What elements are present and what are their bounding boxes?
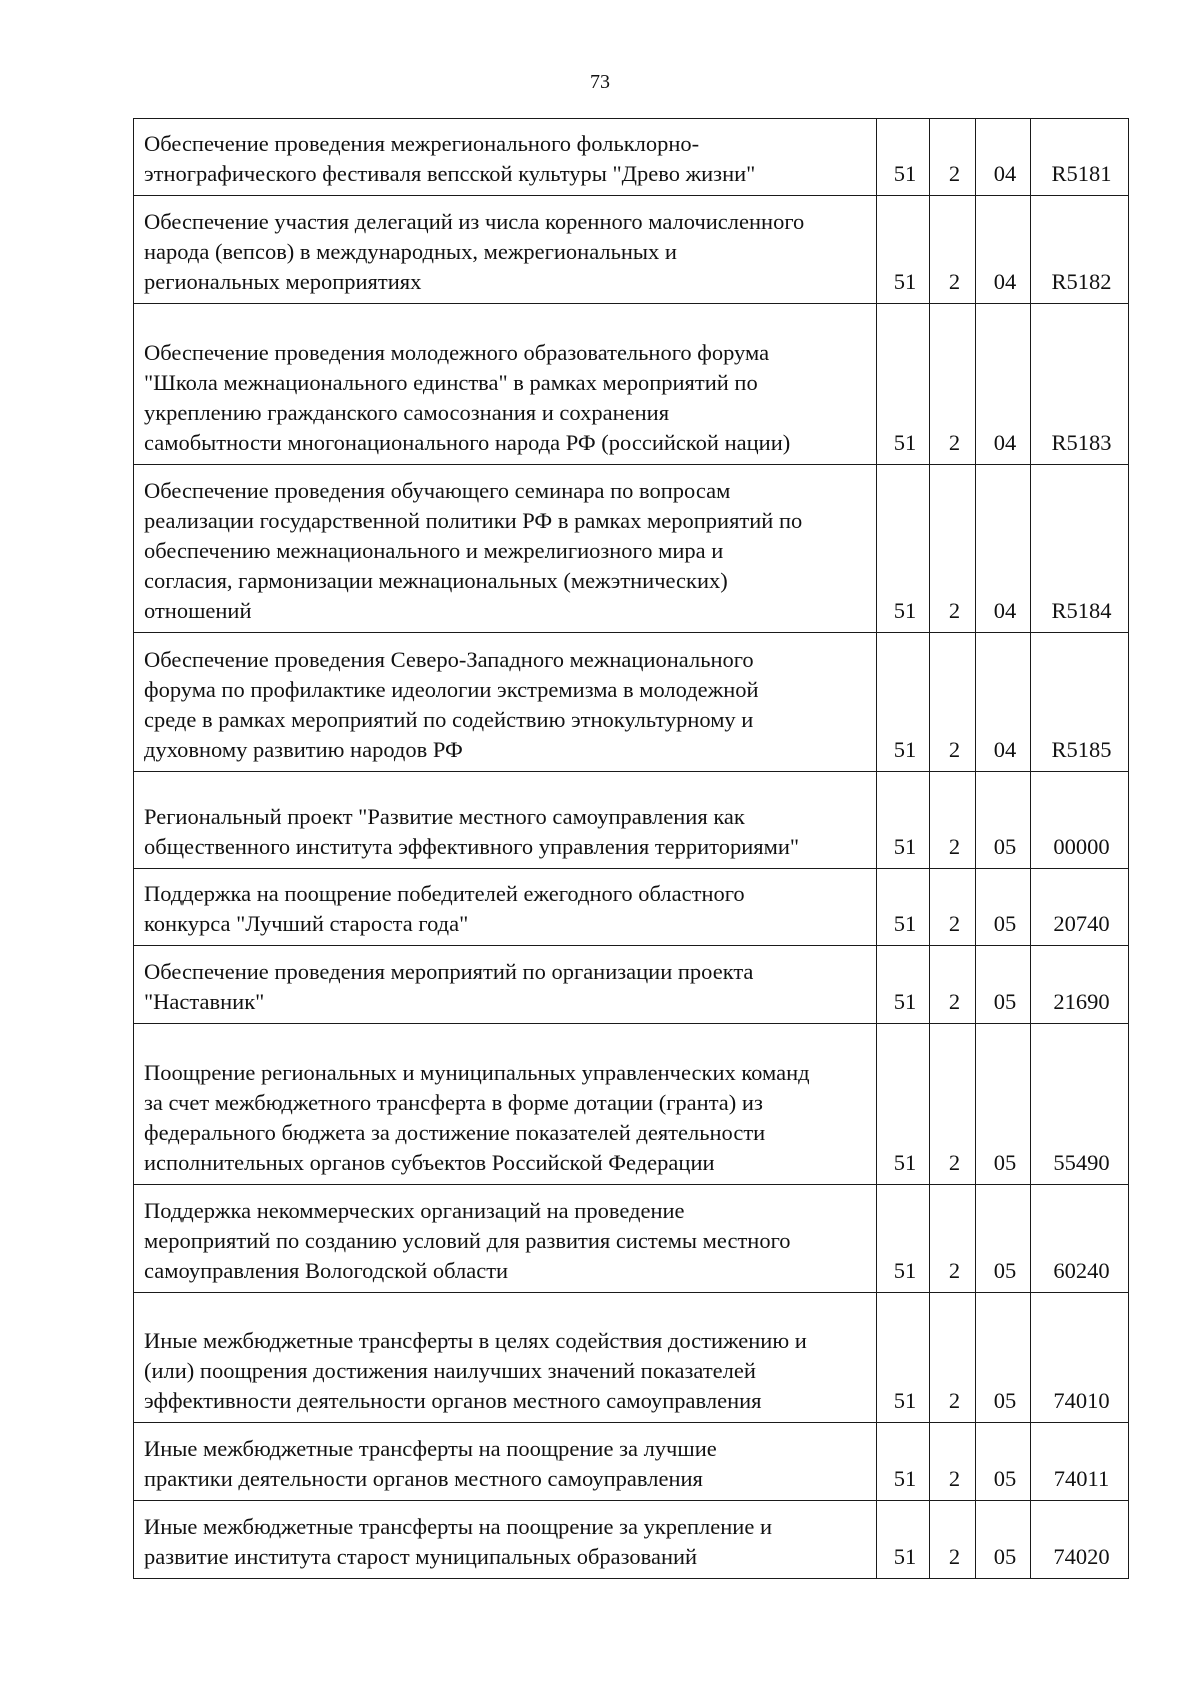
code-subprogram: 2 (930, 1024, 976, 1185)
code-subprogram: 2 (930, 633, 976, 772)
code-section: 51 (877, 869, 930, 946)
code-item: 00000 (1031, 772, 1129, 869)
row-description: Обеспечение проведения мероприятий по организации проекта "Наставник" (134, 946, 877, 1024)
row-description: Поощрение региональных и муниципальных управленческих команд за счет межбюджетного трансферта в форме дотации (гранта) из федерального бюджета за достижение показателей деятельности исполнительных органов субъектов Российской Федерации (134, 1024, 877, 1185)
code-subprogram: 2 (930, 869, 976, 946)
table-row (134, 119, 1129, 196)
code-group: 05 (976, 1501, 1031, 1579)
code-group: 05 (976, 1185, 1031, 1293)
code-section: 51 (877, 196, 930, 304)
row-description: Обеспечение участия делегаций из числа коренного малочисленного народа (вепсов) в международных, межрегиональных и региональных мероприятиях (134, 196, 877, 304)
code-section: 51 (877, 1185, 930, 1293)
code-section: 51 (877, 119, 930, 196)
code-subprogram: 2 (930, 946, 976, 1024)
code-section: 51 (877, 1501, 930, 1579)
code-item: 74020 (1031, 1501, 1129, 1579)
code-section: 51 (877, 633, 930, 772)
table-row (134, 1293, 1129, 1423)
table-row (134, 1501, 1129, 1579)
code-group: 04 (976, 304, 1031, 465)
code-item: R5183 (1031, 304, 1129, 465)
code-section: 51 (877, 1423, 930, 1501)
code-item: 60240 (1031, 1185, 1129, 1293)
code-group: 05 (976, 1024, 1031, 1185)
code-subprogram: 2 (930, 1293, 976, 1423)
row-description: Иные межбюджетные трансферты на поощрение за лучшие практики деятельности органов местного самоуправления (134, 1423, 877, 1501)
code-group: 05 (976, 1423, 1031, 1501)
code-group: 04 (976, 633, 1031, 772)
code-group: 04 (976, 465, 1031, 633)
table-row (134, 946, 1129, 1024)
table-row (134, 1185, 1129, 1293)
row-description: Поддержка некоммерческих организаций на проведение мероприятий по созданию условий для развития системы местного самоуправления Вологодской области (134, 1185, 877, 1293)
code-section: 51 (877, 1293, 930, 1423)
code-item: 74011 (1031, 1423, 1129, 1501)
table-row (134, 1423, 1129, 1501)
code-item: 74010 (1031, 1293, 1129, 1423)
row-description: Поддержка на поощрение победителей ежегодного областного конкурса "Лучший староста года" (134, 869, 877, 946)
code-subprogram: 2 (930, 1185, 976, 1293)
row-description: Региональный проект "Развитие местного самоуправления как общественного института эффективного управления территориями" (134, 772, 877, 869)
code-section: 51 (877, 304, 930, 465)
table-row (134, 465, 1129, 633)
row-description: Иные межбюджетные трансферты на поощрение за укрепление и развитие института старост муниципальных образований (134, 1501, 877, 1579)
table-row (134, 1024, 1129, 1185)
code-group: 05 (976, 772, 1031, 869)
code-group: 05 (976, 869, 1031, 946)
code-section: 51 (877, 946, 930, 1024)
code-item: R5181 (1031, 119, 1129, 196)
code-section: 51 (877, 465, 930, 633)
code-subprogram: 2 (930, 119, 976, 196)
code-group: 05 (976, 946, 1031, 1024)
code-subprogram: 2 (930, 304, 976, 465)
code-item: R5184 (1031, 465, 1129, 633)
row-description: Обеспечение проведения Северо-Западного межнационального форума по профилактике идеологии экстремизма в молодежной среде в рамках мероприятий по содействию этнокультурному и духовному развитию народов РФ (134, 633, 877, 772)
code-section: 51 (877, 772, 930, 869)
code-group: 04 (976, 119, 1031, 196)
budget-classification-table (133, 118, 1129, 1579)
row-description: Иные межбюджетные трансферты в целях содействия достижению и (или) поощрения достижения наилучших значений показателей эффективности деятельности органов местного самоуправления (134, 1293, 877, 1423)
code-subprogram: 2 (930, 196, 976, 304)
code-item: 21690 (1031, 946, 1129, 1024)
code-subprogram: 2 (930, 1501, 976, 1579)
code-group: 05 (976, 1293, 1031, 1423)
row-description: Обеспечение проведения молодежного образовательного форума "Школа межнационального единства" в рамках мероприятий по укреплению гражданского самосознания и сохранения самобытности многонационального народа РФ (российской нации) (134, 304, 877, 465)
code-group: 04 (976, 196, 1031, 304)
code-subprogram: 2 (930, 772, 976, 869)
code-subprogram: 2 (930, 465, 976, 633)
row-description: Обеспечение проведения обучающего семинара по вопросам реализации государственной политики РФ в рамках мероприятий по обеспечению межнационального и межрелигиозного мира и согласия, гармонизации межнациональных (межэтнических) отношений (134, 465, 877, 633)
table-row (134, 196, 1129, 304)
table-row (134, 304, 1129, 465)
page-number: 73 (590, 71, 610, 93)
code-item: R5185 (1031, 633, 1129, 772)
row-description: Обеспечение проведения межрегионального фольклорно- этнографического фестиваля вепсской культуры "Древо жизни" (134, 119, 877, 196)
code-item: 20740 (1031, 869, 1129, 946)
code-item: R5182 (1031, 196, 1129, 304)
table-row (134, 772, 1129, 869)
table-row (134, 869, 1129, 946)
code-section: 51 (877, 1024, 930, 1185)
table-row (134, 633, 1129, 772)
code-subprogram: 2 (930, 1423, 976, 1501)
code-item: 55490 (1031, 1024, 1129, 1185)
